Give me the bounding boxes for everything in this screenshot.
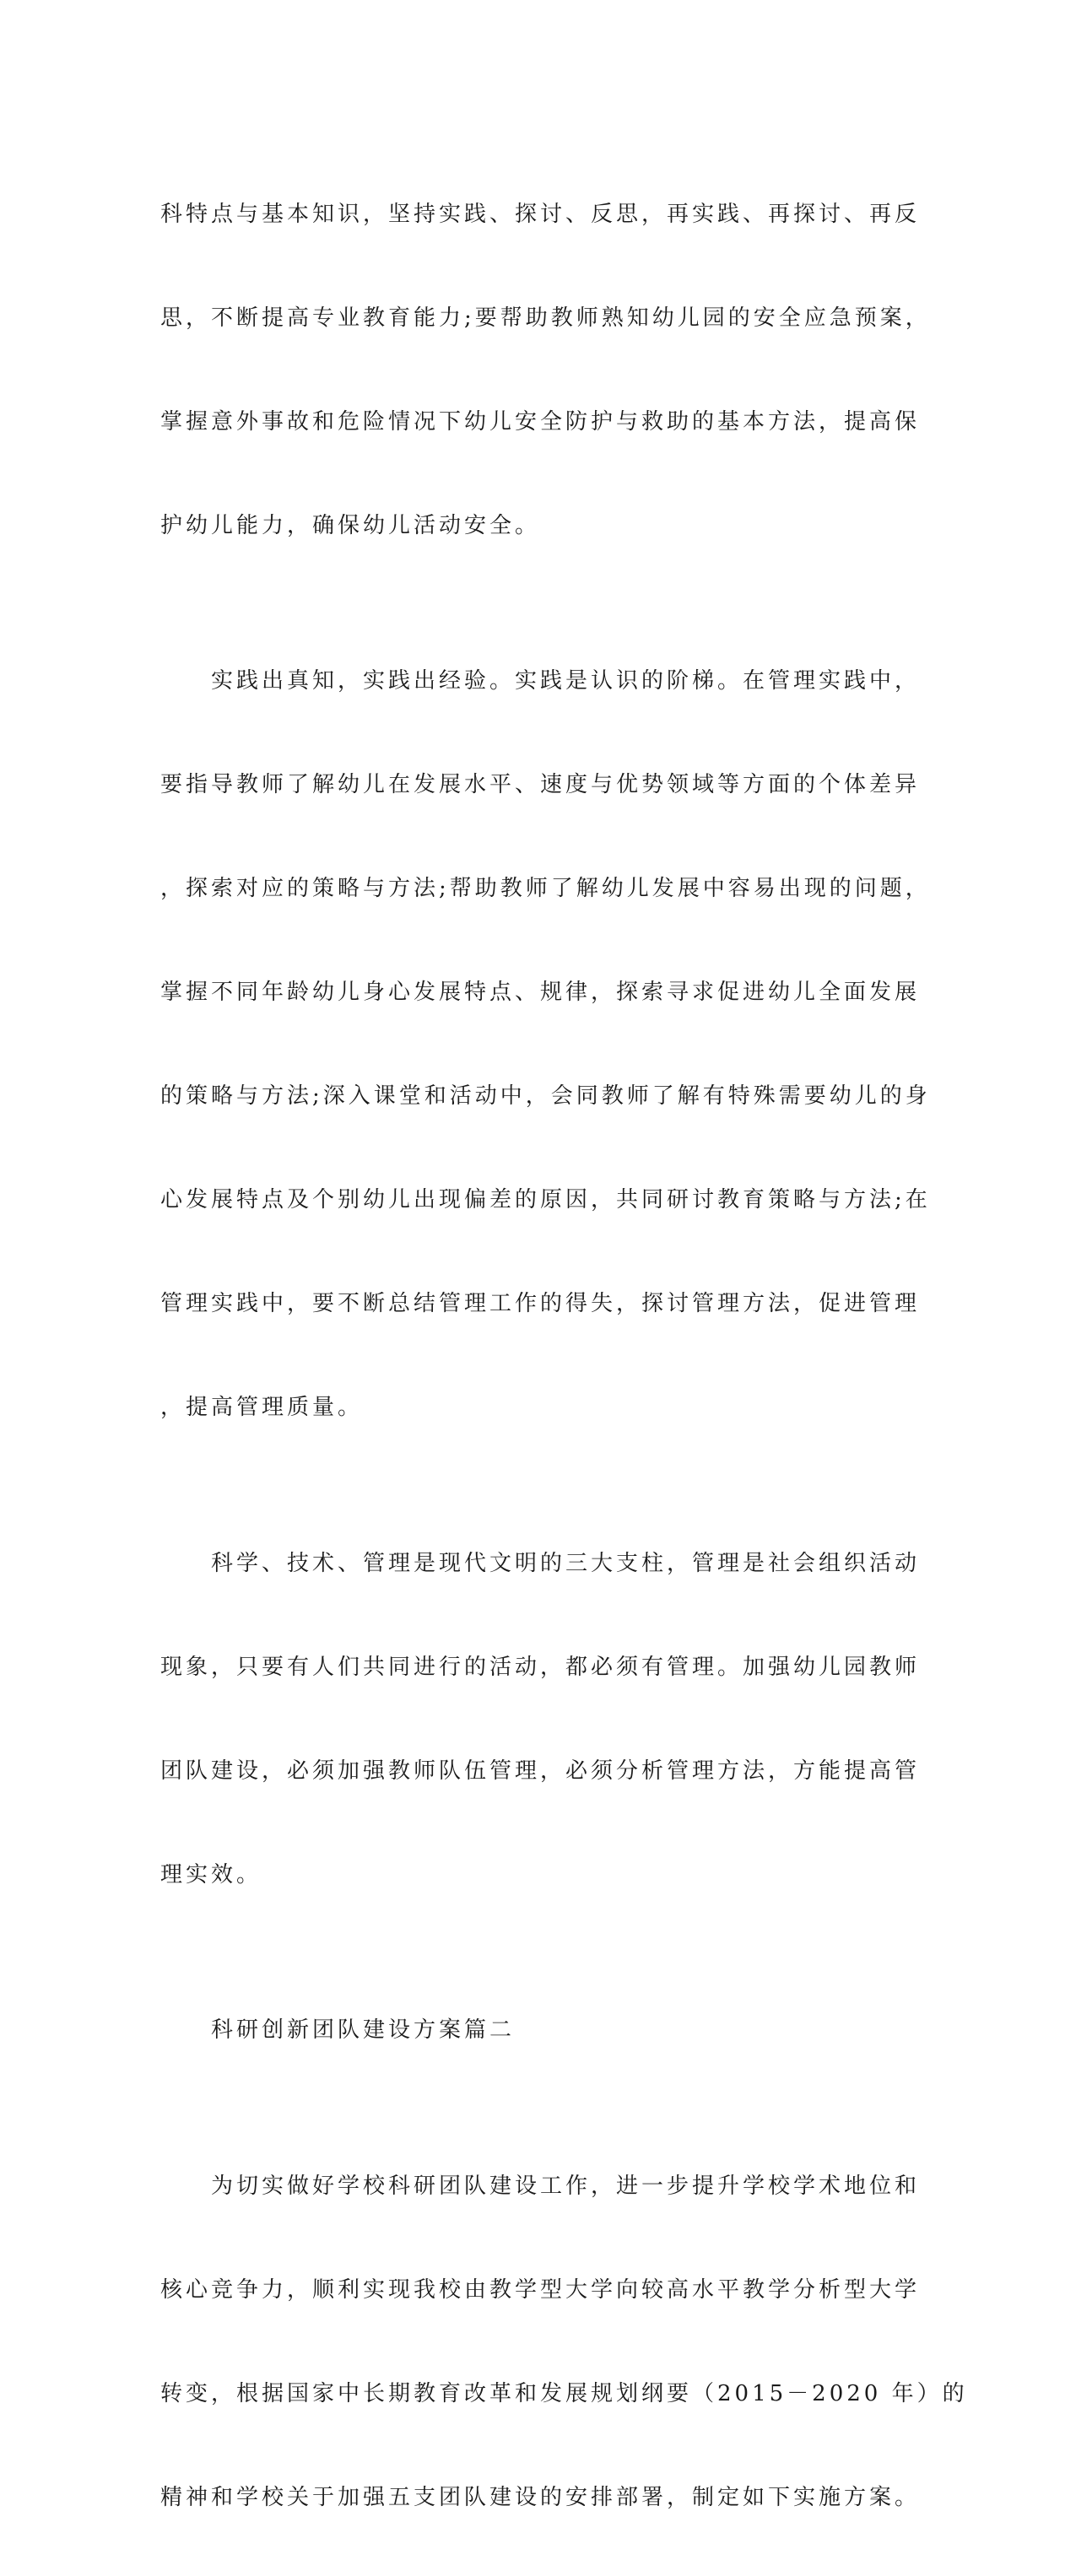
text-line: 护幼儿能力，确保幼儿活动安全。 — [160, 512, 541, 538]
text-line: 为切实做好学校科研团队建设工作，进一步提升学校学术地位和 — [160, 2173, 921, 2199]
text-line: 团队建设，必须加强教师队伍管理，必须分析管理方法，方能提高管 — [160, 1758, 921, 1784]
text-line: 的策略与方法;深入课堂和活动中，会同教师了解有特殊需要幼儿的身 — [160, 1083, 931, 1109]
text-line: 管理实践中，要不断总结管理工作的得失，探讨管理方法，促进管理 — [160, 1291, 921, 1316]
text-line: 转变，根据国家中长期教育改革和发展规划纲要（2015－2020 年）的 — [160, 2380, 968, 2406]
text-line: 要指导教师了解幼儿在发展水平、速度与优势领域等方面的个体差异 — [160, 772, 921, 797]
text-line: 实践出真知，实践出经验。实践是认识的阶梯。在管理实践中， — [160, 668, 921, 694]
text-line: 科特点与基本知识，坚持实践、探讨、反思，再实践、再探讨、再反 — [160, 201, 921, 227]
text-line: ，探索对应的策略与方法;帮助教师了解幼儿发展中容易出现的问题， — [160, 876, 931, 901]
text-line: 精神和学校关于加强五支团队建设的安排部署，制定如下实施方案。 — [160, 2484, 921, 2510]
paragraph — [160, 137, 931, 604]
paragraph — [160, 2109, 968, 2576]
text-line: 理实效。 — [160, 1861, 262, 1887]
document-body — [160, 137, 968, 2576]
text-line: 核心竞争力，顺利实现我校由教学型大学向较高水平教学分析型大学 — [160, 2276, 921, 2303]
paragraph — [160, 604, 931, 1487]
paragraph — [160, 1486, 921, 1953]
heading-line: 科研创新团队建设方案篇二 — [160, 2017, 516, 2043]
text-line: 现象，只要有人们共同进行的活动，都必须有管理。加强幼儿园教师 — [160, 1654, 921, 1680]
text-line: 思，不断提高专业教育能力;要帮助教师熟知幼儿园的安全应急预案， — [160, 305, 931, 331]
text-line: 心发展特点及个别幼儿出现偏差的原因，共同研讨教育策略与方法;在 — [160, 1187, 931, 1212]
text-line: 科学、技术、管理是现代文明的三大支柱，管理是社会组织活动 — [160, 1550, 921, 1576]
text-line: 掌握意外事故和危险情况下幼儿安全防护与救助的基本方法，提高保 — [160, 408, 921, 435]
section-heading — [160, 1953, 903, 2109]
text-line: 掌握不同年龄幼儿身心发展特点、规律，探索寻求促进幼儿全面发展 — [160, 980, 921, 1005]
text-line: ，提高管理质量。 — [160, 1395, 364, 1420]
